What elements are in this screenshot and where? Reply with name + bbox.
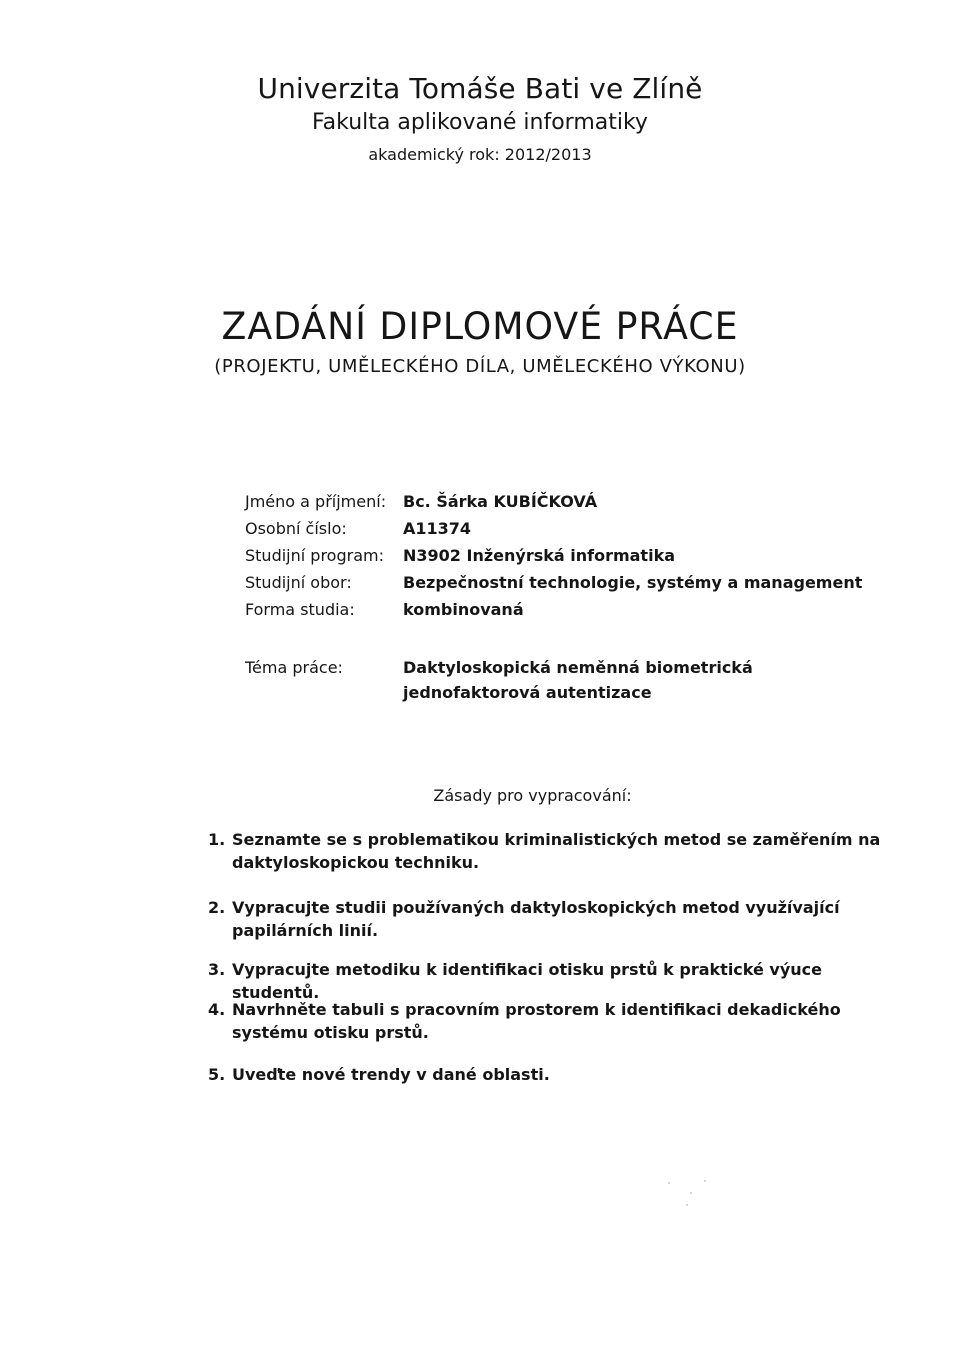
info-row-study-form <box>245 596 925 623</box>
study-form: kombinovaná <box>403 600 524 619</box>
academic-year: akademický rok: 2012/2013 <box>368 145 592 164</box>
info-row-study-program <box>245 542 925 569</box>
info-row-name <box>245 488 925 515</box>
student-name: Bc. Šárka KUBÍČKOVÁ <box>403 492 598 511</box>
topic-line: Daktyloskopická neměnná biometrická <box>403 658 753 677</box>
guidelines-title: Zásady pro vypracování: <box>433 786 632 805</box>
topic-label: Téma práce: <box>245 658 343 677</box>
personal-number: A11374 <box>403 519 472 538</box>
university-name: Univerzita Tomáše Bati ve Zlíně <box>257 72 703 105</box>
study-program: N3902 Inženýrská informatika <box>403 546 675 565</box>
faculty-name: Fakulta aplikované informatiky <box>312 110 648 135</box>
topic-line: jednofaktorová autentizace <box>403 683 652 702</box>
info-label: Jméno a příjmení: <box>245 492 387 511</box>
item-number: 3. <box>208 960 226 979</box>
info-label: Studijní program: <box>245 546 384 565</box>
item-number: 4. <box>208 1000 226 1019</box>
item-number: 1. <box>208 830 226 849</box>
item-text: Uveďte nové trendy v dané oblasti. <box>232 1065 550 1084</box>
student-info <box>245 488 925 623</box>
item-text: Vypracujte metodiku k identifikaci otisku prstů k praktické výuce studentů. <box>232 960 822 1002</box>
study-field: Bezpečnostní technologie, systémy a management <box>403 573 863 592</box>
scan-speck <box>690 1192 692 1194</box>
info-label: Osobní číslo: <box>245 519 347 538</box>
scan-speck <box>668 1182 670 1184</box>
info-row-personal-number <box>245 515 925 542</box>
scan-speck <box>686 1204 688 1206</box>
item-number: 2. <box>208 898 226 917</box>
item-text: Navrhněte tabuli s pracovním prostorem k identifikaci dekadického systému otisku prstů. <box>232 1000 841 1042</box>
info-label: Forma studia: <box>245 600 355 619</box>
document-subtitle: (PROJEKTU, UMĚLECKÉHO DÍLA, UMĚLECKÉHO VÝKONU) <box>214 356 746 377</box>
document-title: ZADÁNÍ DIPLOMOVÉ PRÁCE <box>221 305 739 348</box>
scan-speck <box>704 1180 706 1182</box>
info-row-study-field <box>245 569 925 596</box>
info-label: Studijní obor: <box>245 573 352 592</box>
item-text: Seznamte se s problematikou kriminalistických metod se zaměřením na daktyloskopickou techniku. <box>232 830 881 872</box>
item-text: Vypracujte studii používaných daktyloskopických metod využívající papilárních linií. <box>232 898 840 940</box>
topic-value <box>403 655 763 705</box>
item-number: 5. <box>208 1065 226 1084</box>
